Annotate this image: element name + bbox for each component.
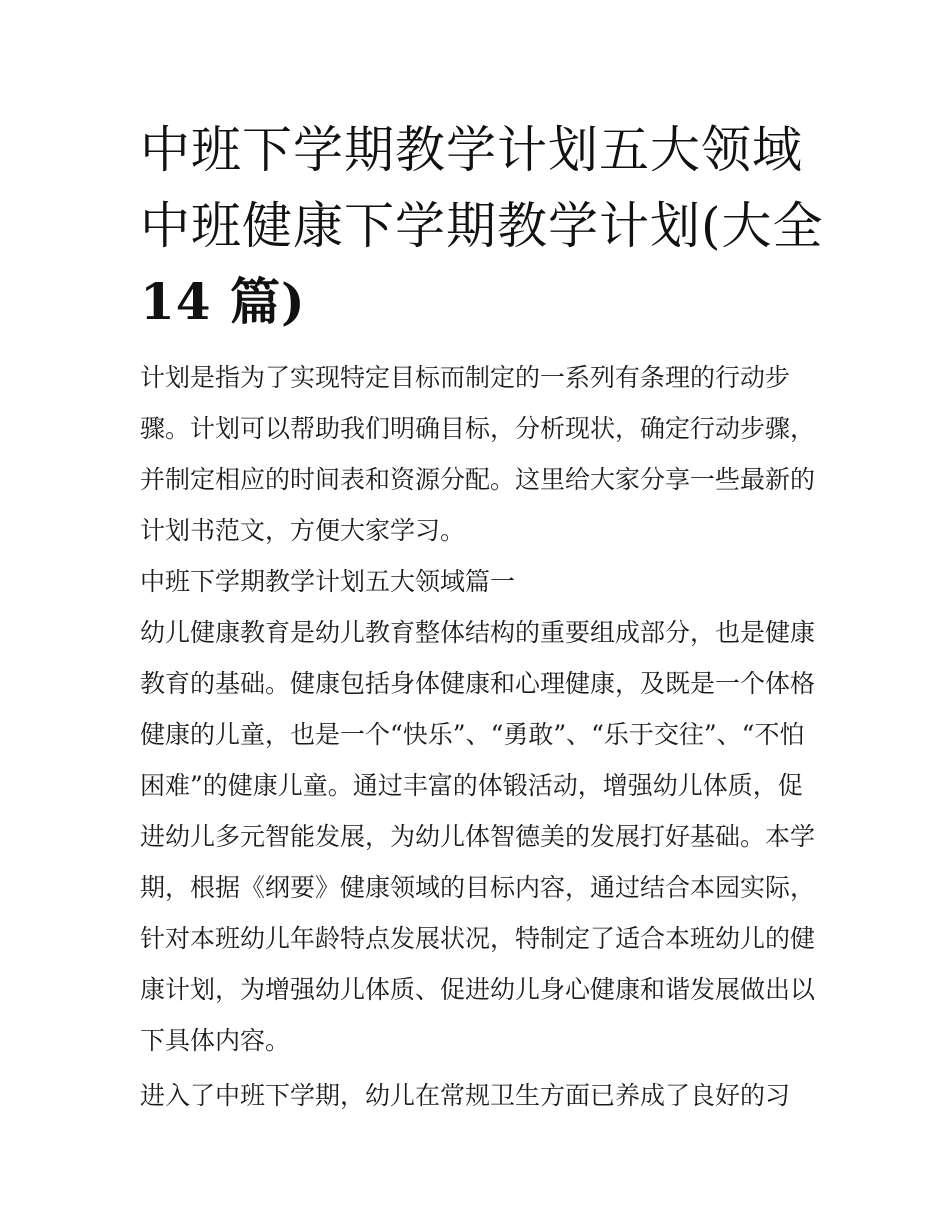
text-line: 计划是指为了实现特定目标而制定的一系列有条理的行动步 [140,363,791,392]
text-line: 健康的儿童，也是一个“快乐”、“勇敢”、“乐于交往”、“不怕 [140,720,805,749]
text-line: 期，根据《纲要》健康领域的目标内容，通过结合本园实际， [140,873,816,902]
title-line: 中班下学期教学计划五大领域 [140,121,803,179]
title-line-text: 14 篇) [140,272,306,331]
intro-paragraph [140,352,820,556]
text-line: 计划书范文，方便大家学习。 [140,516,466,545]
title-line [140,264,830,340]
document-body [140,352,820,1121]
section-heading [140,556,820,607]
text-line: 进入了中班下学期，幼儿在常规卫生方面已养成了良好的习 [140,1081,791,1110]
text-line: 并制定相应的时间表和资源分配。这里给大家分享一些最新的 [140,465,816,494]
text-line: 进幼儿多元智能发展，为幼儿体智德美的发展打好基础。本学 [140,822,816,851]
body-paragraph-1 [140,607,820,1066]
title-line: 中班健康下学期教学计划(大全 [140,197,824,255]
body-paragraph-2 [140,1070,820,1121]
text-line: 康计划，为增强幼儿体质、促进幼儿身心健康和谐发展做出以 [140,975,816,1004]
text-line: 困难”的健康儿童。通过丰富的体锻活动，增强幼儿体质，促 [140,771,803,800]
section-heading-text: 中班下学期教学计划五大领域篇一 [140,567,516,596]
text-line: 骤。计划可以帮助我们明确目标，分析现状，确定行动步骤， [140,414,816,443]
text-line: 下具体内容。 [140,1026,291,1055]
text-line: 针对本班幼儿年龄特点发展状况，特制定了适合本班幼儿的健 [140,924,816,953]
text-line: 教育的基础。健康包括身体健康和心理健康，及既是一个体格 [140,669,816,698]
text-line: 幼儿健康教育是幼儿教育整体结构的重要组成部分，也是健康 [140,618,816,647]
document-title [140,112,830,340]
